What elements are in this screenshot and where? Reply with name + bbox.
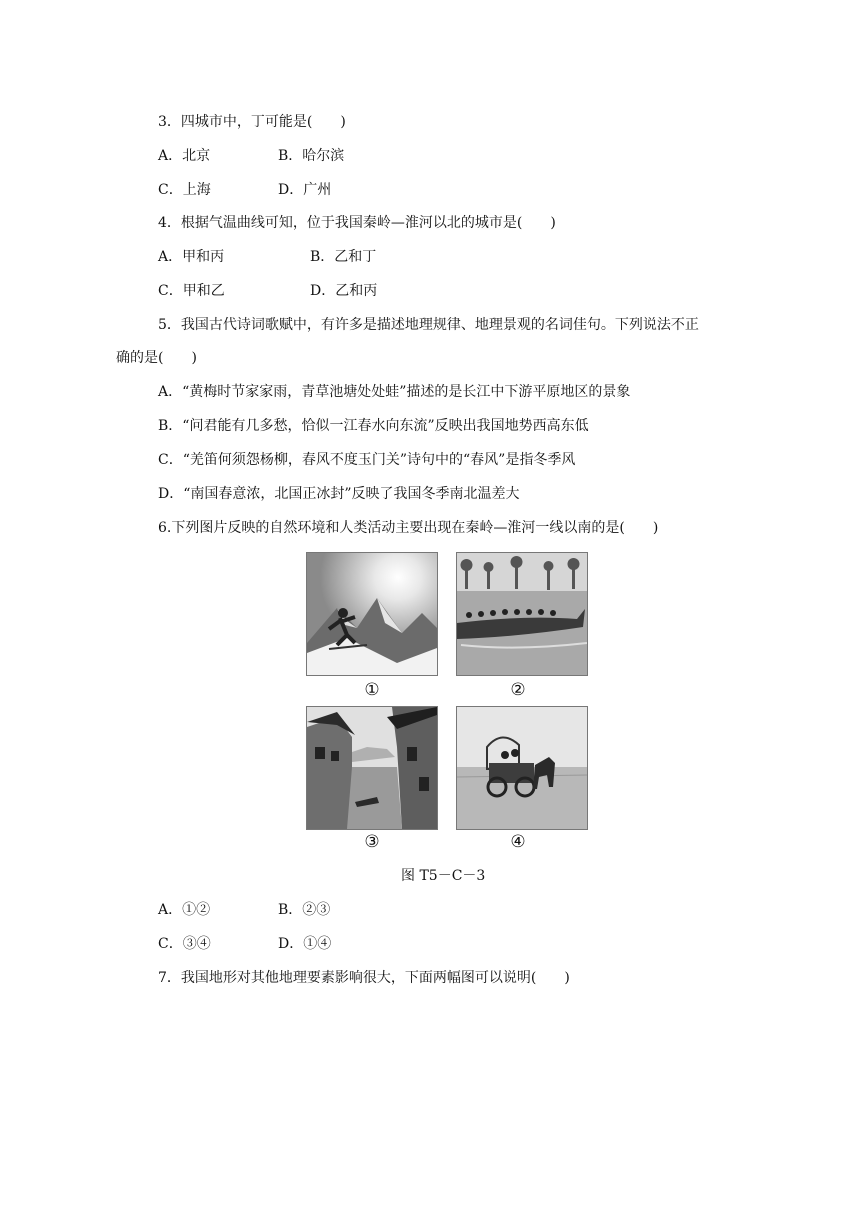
photo-dragon-boat bbox=[456, 552, 588, 676]
question-3-option-a: A．北京 bbox=[158, 148, 211, 164]
question-3-stem: 3．四城市中，丁可能是( ) bbox=[158, 114, 346, 130]
question-4-option-b: B．乙和丁 bbox=[310, 249, 377, 265]
question-6-option-d: D．①④ bbox=[278, 936, 332, 952]
question-5-option-a: A．“黄梅时节家家雨，青草池塘处处蛙”描述的是长江中下游平原地区的景象 bbox=[158, 384, 631, 400]
photo-horse-cart bbox=[456, 706, 588, 830]
question-5-stem-line-1: 5．我国古代诗词歌赋中，有许多是描述地理规律、地理景观的名词佳句。下列说法不正 bbox=[158, 317, 699, 333]
question-4-option-a: A．甲和丙 bbox=[158, 249, 225, 265]
figure-caption: 图 T5－C－3 bbox=[401, 868, 486, 884]
photo-water-town bbox=[306, 706, 438, 830]
question-3-option-d: D．广州 bbox=[278, 182, 332, 198]
photo-label-4: ④ bbox=[510, 832, 526, 852]
question-7-stem: 7．我国地形对其他地理要素影响很大，下面两幅图可以说明( ) bbox=[158, 970, 570, 986]
question-3-option-b: B．哈尔滨 bbox=[278, 148, 345, 164]
question-6-option-b: B．②③ bbox=[278, 902, 331, 918]
question-4-option-c: C．甲和乙 bbox=[158, 283, 225, 299]
question-5-stem-line-2: 确的是( ) bbox=[116, 350, 197, 366]
question-4-stem: 4．根据气温曲线可知，位于我国秦岭—淮河以北的城市是( ) bbox=[158, 215, 556, 231]
question-5-option-d: D．“南国春意浓，北国正冰封”反映了我国冬季南北温差大 bbox=[158, 486, 520, 502]
photo-label-3: ③ bbox=[364, 832, 380, 852]
question-5-option-c: C．“羌笛何须怨杨柳，春风不度玉门关”诗句中的“春风”是指冬季风 bbox=[158, 452, 576, 468]
photo-label-2: ② bbox=[510, 680, 526, 700]
question-4-option-d: D．乙和丙 bbox=[310, 283, 378, 299]
question-3-option-c: C．上海 bbox=[158, 182, 211, 198]
question-5-option-b: B．“问君能有几多愁，恰似一江春水向东流”反映出我国地势西高东低 bbox=[158, 418, 589, 434]
question-6-option-c: C．③④ bbox=[158, 936, 211, 952]
question-6-stem: 6.下列图片反映的自然环境和人类活动主要出现在秦岭—淮河一线以南的是( ) bbox=[158, 520, 659, 536]
photo-label-1: ① bbox=[364, 680, 380, 700]
question-6-option-a: A．①② bbox=[158, 902, 211, 918]
photo-skier bbox=[306, 552, 438, 676]
